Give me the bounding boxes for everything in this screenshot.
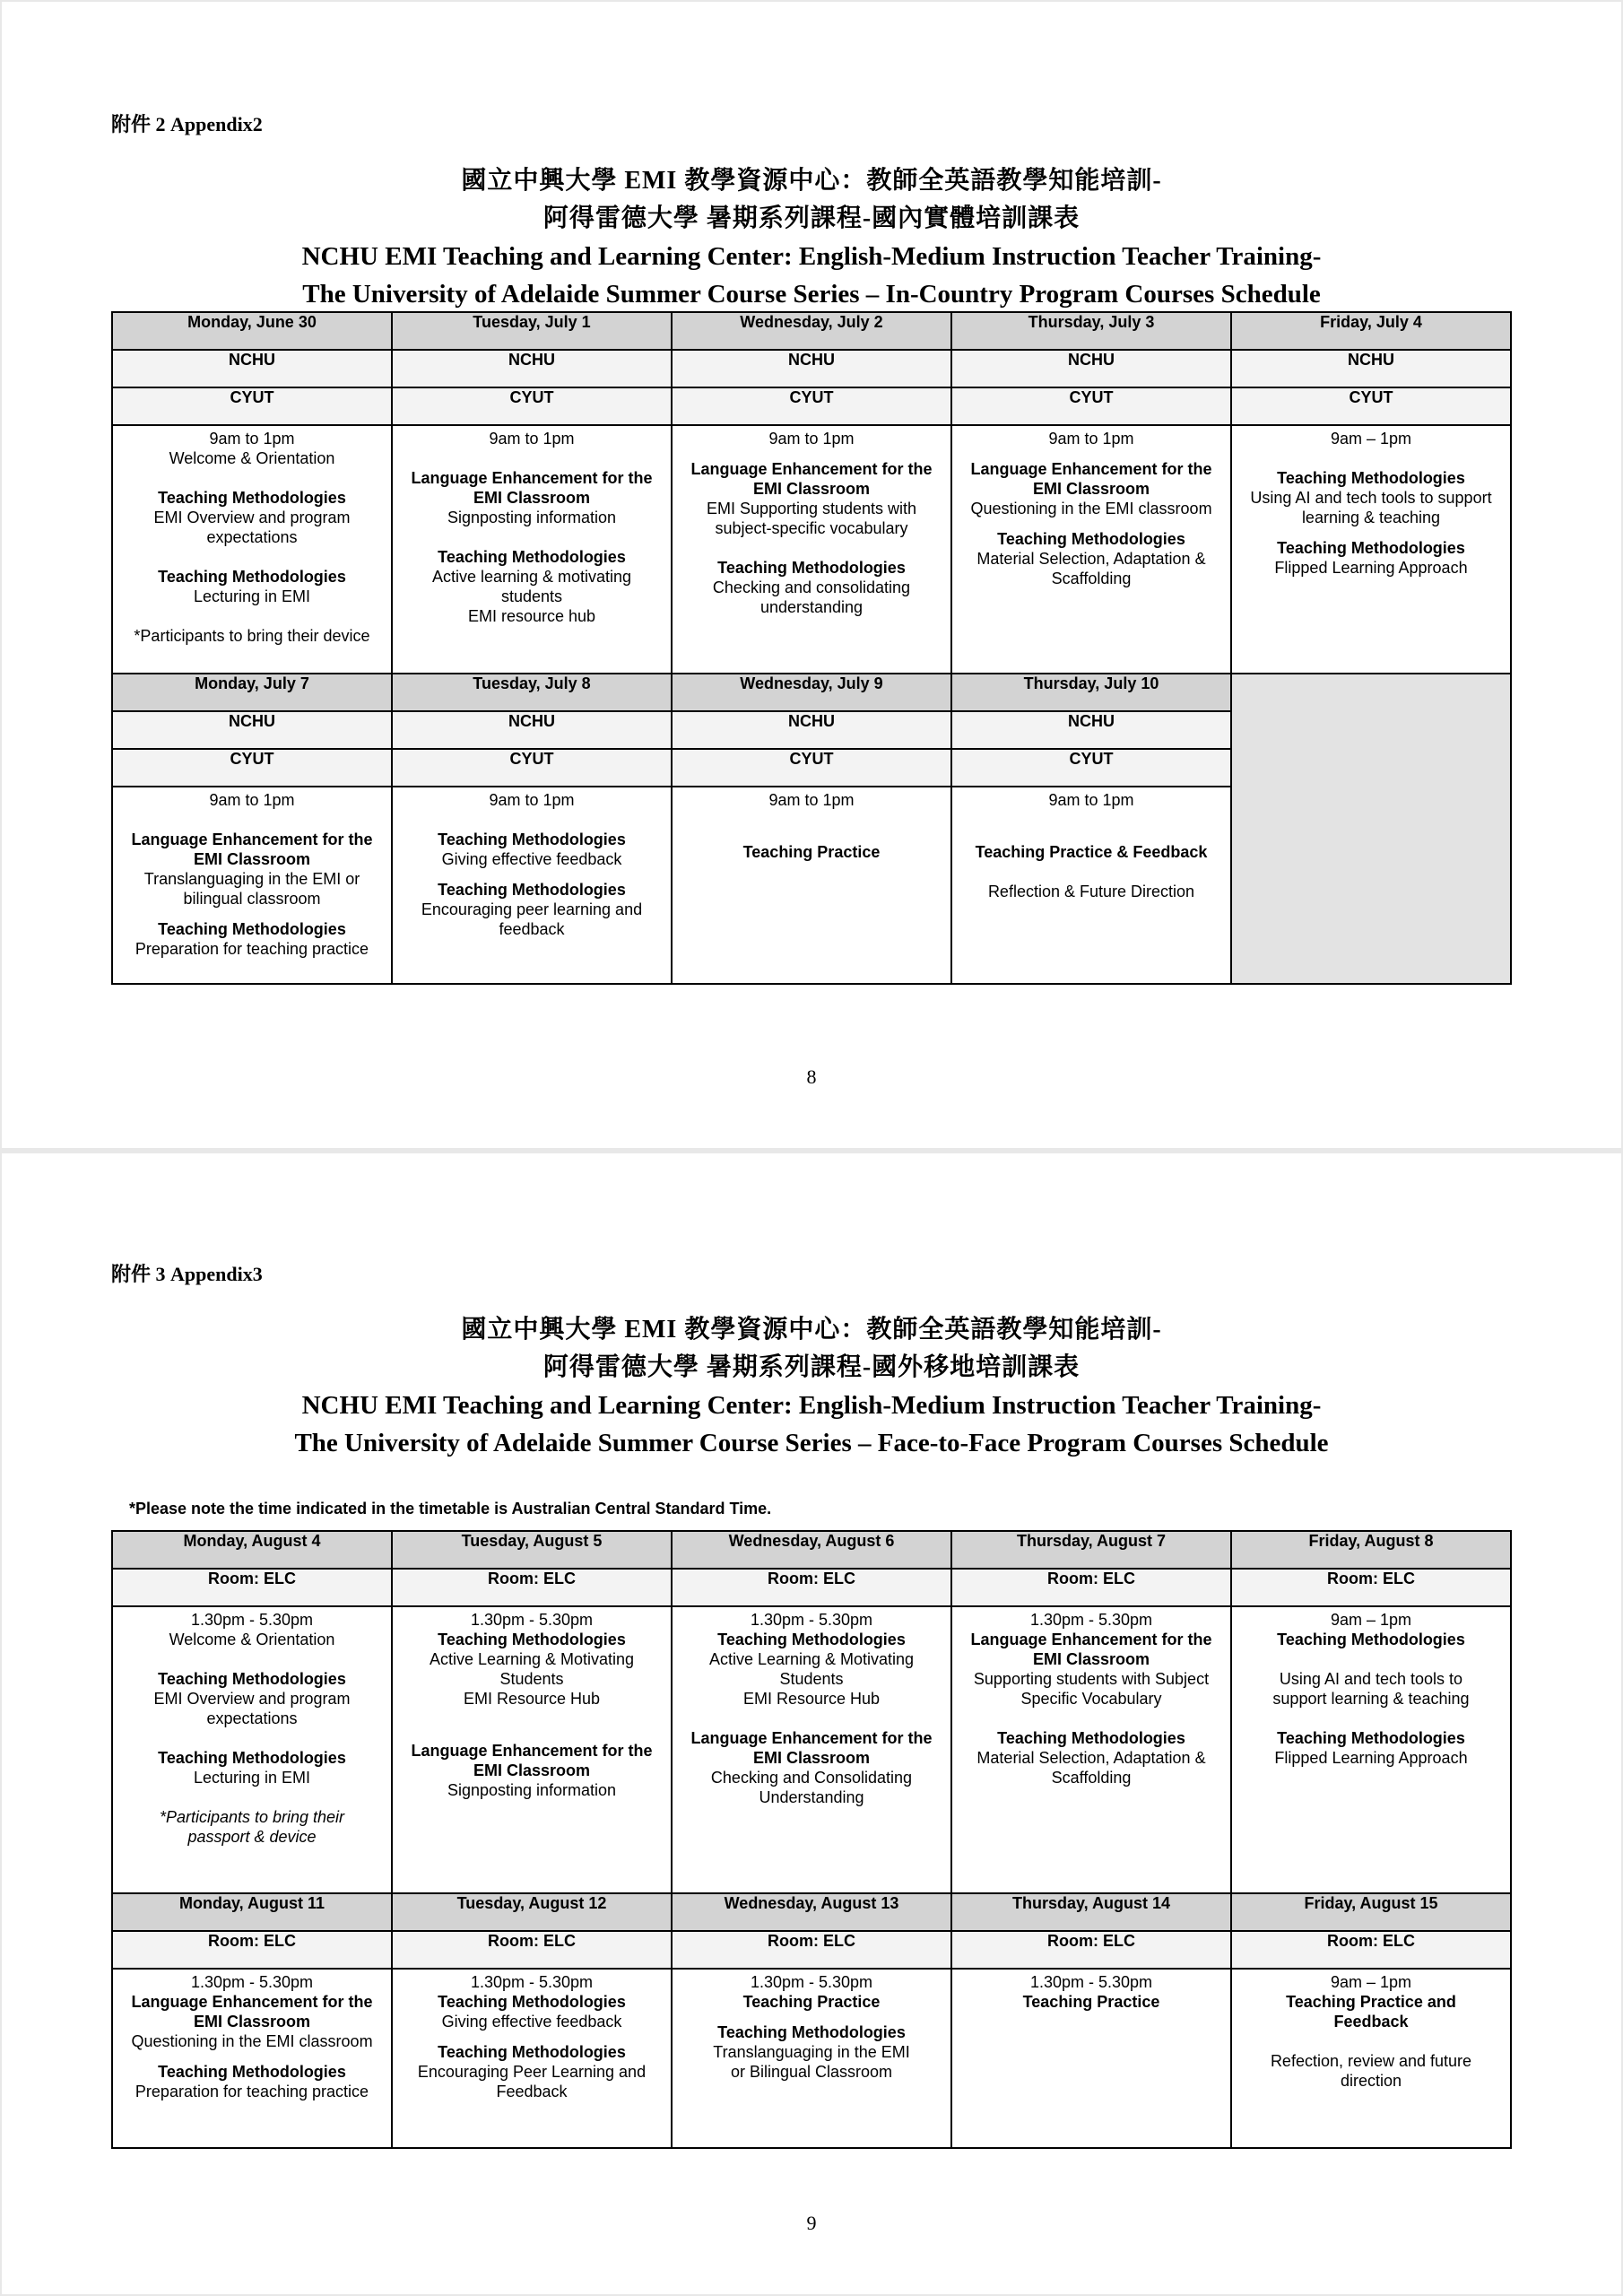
title-block <box>2 1311 1621 1462</box>
session-text: EMI Supporting students with subject-specific vocabulary <box>706 500 917 537</box>
location-cell: NCHU <box>112 350 392 387</box>
location-cell: NCHU <box>951 350 1231 387</box>
session-text: Welcome & Orientation <box>169 1631 335 1648</box>
day-header-row <box>112 312 1511 350</box>
day-header: Thursday, August 7 <box>951 1531 1231 1569</box>
session-heading: Teaching Methodologies <box>438 1993 626 2011</box>
day-header: Monday, June 30 <box>112 312 392 350</box>
session-time: 1.30pm - 5.30pm <box>470 1973 594 1991</box>
day-header: Friday, August 15 <box>1231 1893 1511 1931</box>
session-heading: Language Enhancement for the EMI Classroom <box>131 831 373 868</box>
session-text: Material Selection, Adaptation & Scaffolding <box>976 1749 1206 1787</box>
session-text: Checking and Consolidating Understanding <box>710 1769 913 1806</box>
location-cell: NCHU <box>672 350 951 387</box>
session-cell <box>112 787 392 984</box>
appendix-label: 附件 3 Appendix3 <box>111 1263 263 1285</box>
day-header: Thursday, August 14 <box>951 1893 1231 1931</box>
session-heading: Teaching Methodologies <box>438 881 626 899</box>
session-time: 9am to 1pm <box>768 791 855 809</box>
session-heading: Language Enhancement for the EMI Classroom <box>411 1742 653 1779</box>
room-cell: Room: ELC <box>951 1931 1231 1969</box>
location-cell: CYUT <box>112 749 392 787</box>
title-zh-line-2: 阿得雷德大學 暑期系列課程-國外移地培訓課表 <box>542 1353 1081 1381</box>
session-cell <box>951 1606 1231 1893</box>
session-time: 1.30pm - 5.30pm <box>750 1973 873 1991</box>
session-heading: Teaching Methodologies <box>158 568 346 586</box>
title-en-line-2: The University of Adelaide Summer Course Series – Face-to-Face Program Courses Schedule <box>294 1429 1329 1457</box>
room-cell: Room: ELC <box>1231 1931 1511 1969</box>
day-header: Tuesday, July 8 <box>392 674 672 711</box>
location-cell: NCHU <box>112 711 392 749</box>
title-en-line-1: NCHU EMI Teaching and Learning Center: English-Medium Instruction Teacher Training- <box>301 242 1322 271</box>
session-text: Checking and consolidating understanding <box>712 578 911 616</box>
location-cell: NCHU <box>392 350 672 387</box>
location-cell: CYUT <box>951 387 1231 425</box>
day-header: Friday, July 4 <box>1231 312 1511 350</box>
session-time: 9am to 1pm <box>1048 791 1134 809</box>
session-text: Signposting information <box>447 1781 617 1799</box>
session-text: Material Selection, Adaptation & Scaffolding <box>976 550 1206 587</box>
session-cell <box>951 425 1231 674</box>
room-row <box>112 1569 1511 1606</box>
session-cell <box>672 1969 951 2148</box>
session-heading: Language Enhancement for the EMI Classroom <box>411 469 653 507</box>
timezone-note: *Please note the time indicated in the timetable is Australian Central Standard Time. <box>129 1500 772 1518</box>
day-header: Monday, August 11 <box>112 1893 392 1931</box>
room-cell: Room: ELC <box>392 1569 672 1606</box>
session-heading: Language Enhancement for the EMI Classroom <box>131 1993 373 2031</box>
session-cell <box>672 1606 951 1893</box>
session-text: Translanguaging in the EMI or Bilingual Classroom <box>713 2043 910 2081</box>
session-text: Translanguaging in the EMI or bilingual classroom <box>143 870 360 908</box>
room-cell: Room: ELC <box>951 1569 1231 1606</box>
location-row <box>112 350 1511 387</box>
session-row <box>112 1969 1511 2148</box>
session-cell <box>392 1969 672 2148</box>
room-cell: Room: ELC <box>112 1569 392 1606</box>
location-cell: CYUT <box>392 387 672 425</box>
session-time: 9am to 1pm <box>1048 430 1134 448</box>
page-number: 9 <box>806 2212 817 2234</box>
session-text: Supporting students with Subject Specific Vocabulary <box>973 1670 1210 1708</box>
location-cell: CYUT <box>112 387 392 425</box>
session-cell <box>1231 425 1511 674</box>
location-cell: NCHU <box>672 711 951 749</box>
session-text: Questioning in the EMI classroom <box>970 500 1212 517</box>
day-header: Wednesday, July 9 <box>672 674 951 711</box>
session-heading: Language Enhancement for the EMI Classroom <box>970 1631 1212 1668</box>
day-header-row <box>112 674 1511 711</box>
session-cell <box>112 1969 392 2148</box>
session-time: 9am to 1pm <box>489 791 575 809</box>
session-heading: Language Enhancement for the EMI Classroom <box>970 460 1212 498</box>
day-header: Monday, August 4 <box>112 1531 392 1569</box>
session-text: Refection, review and future direction <box>1270 2052 1472 2090</box>
session-text: Preparation for teaching practice <box>135 2083 369 2100</box>
day-header: Friday, August 8 <box>1231 1531 1511 1569</box>
session-note: *Participants to bring their device <box>134 627 370 645</box>
session-heading: Teaching Methodologies <box>438 1631 626 1648</box>
room-cell: Room: ELC <box>672 1569 951 1606</box>
session-cell <box>951 1969 1231 2148</box>
day-header: Thursday, July 3 <box>951 312 1231 350</box>
session-text: Using AI and tech tools to support learning & teaching <box>1272 1670 1470 1708</box>
session-heading: Teaching Methodologies <box>1277 539 1465 557</box>
session-heading: Teaching Methodologies <box>158 1749 346 1767</box>
session-heading: Teaching Methodologies <box>158 1670 346 1688</box>
session-row <box>112 425 1511 674</box>
session-heading: Teaching Methodologies <box>438 2043 626 2061</box>
day-header: Tuesday, August 5 <box>392 1531 672 1569</box>
room-cell: Room: ELC <box>672 1931 951 1969</box>
day-header: Tuesday, July 1 <box>392 312 672 350</box>
session-heading: Language Enhancement for the EMI Classroom <box>690 1729 933 1767</box>
location-cell: CYUT <box>672 749 951 787</box>
session-cell <box>672 425 951 674</box>
session-time: 1.30pm - 5.30pm <box>750 1611 873 1629</box>
day-header: Wednesday, August 13 <box>672 1893 951 1931</box>
page-number: 8 <box>806 1065 817 1088</box>
session-text: EMI Overview and program expectations <box>153 1690 351 1727</box>
room-cell: Room: ELC <box>112 1931 392 1969</box>
session-text: EMI Resource Hub <box>463 1690 601 1708</box>
session-heading: Teaching Methodologies <box>997 530 1185 548</box>
session-text: Welcome & Orientation <box>169 449 335 467</box>
session-text: Active Learning & Motivating Students <box>708 1650 915 1688</box>
title-zh-line-1: 國立中興大學 EMI 教學資源中心：教師全英語教學知能培訓- <box>461 1316 1162 1344</box>
session-cell <box>112 425 392 674</box>
session-heading: Teaching Methodologies <box>1277 469 1465 487</box>
session-text: Flipped Learning Approach <box>1274 1749 1468 1767</box>
session-heading: Teaching Practice & Feedback <box>975 843 1208 861</box>
session-text: Giving effective feedback <box>441 850 622 868</box>
session-cell <box>392 1606 672 1893</box>
session-time: 1.30pm - 5.30pm <box>470 1611 594 1629</box>
session-text: Questioning in the EMI classroom <box>131 2032 373 2050</box>
day-header: Tuesday, August 12 <box>392 1893 672 1931</box>
session-cell <box>392 425 672 674</box>
day-header: Wednesday, July 2 <box>672 312 951 350</box>
location-cell: CYUT <box>951 749 1231 787</box>
session-heading: Teaching Methodologies <box>1277 1631 1465 1648</box>
session-row <box>112 1606 1511 1893</box>
session-text: Preparation for teaching practice <box>135 940 369 958</box>
title-zh-line-1: 國立中興大學 EMI 教學資源中心：教師全英語教學知能培訓- <box>461 167 1162 195</box>
session-heading: Teaching Practice <box>742 843 881 861</box>
session-heading: Language Enhancement for the EMI Classroom <box>690 460 933 498</box>
day-header: Wednesday, August 6 <box>672 1531 951 1569</box>
day-header-row <box>112 1893 1511 1931</box>
day-header: Thursday, July 10 <box>951 674 1231 711</box>
room-row <box>112 1931 1511 1969</box>
session-cell <box>392 787 672 984</box>
session-cell <box>1231 1606 1511 1893</box>
session-cell <box>672 787 951 984</box>
session-time: 9am to 1pm <box>209 430 295 448</box>
title-block <box>2 162 1621 313</box>
session-heading: Teaching Methodologies <box>158 489 346 507</box>
document-page-8 <box>2 2 1621 1148</box>
location-cell: CYUT <box>672 387 951 425</box>
session-text: Signposting information <box>447 509 617 526</box>
day-header: Monday, July 7 <box>112 674 392 711</box>
session-heading: Teaching Methodologies <box>158 2063 346 2081</box>
location-row <box>112 387 1511 425</box>
session-heading: Teaching Practice and Feedback <box>1286 1993 1456 2031</box>
room-cell: Room: ELC <box>1231 1569 1511 1606</box>
session-heading: Teaching Methodologies <box>438 548 626 566</box>
session-time: 9am – 1pm <box>1330 430 1412 448</box>
schedule-table-face-to-face <box>111 1530 1512 2149</box>
session-cell <box>1231 1969 1511 2148</box>
session-heading: Teaching Methodologies <box>438 831 626 848</box>
session-heading: Teaching Practice <box>742 1993 881 2011</box>
session-heading: Teaching Methodologies <box>1277 1729 1465 1747</box>
location-cell: CYUT <box>1231 387 1511 425</box>
session-heading: Teaching Methodologies <box>717 559 906 577</box>
session-text: Giving effective feedback <box>441 2013 622 2031</box>
title-zh-line-2: 阿得雷德大學 暑期系列課程-國內實體培訓課表 <box>542 204 1081 232</box>
session-time: 1.30pm - 5.30pm <box>190 1973 314 1991</box>
session-heading: Teaching Methodologies <box>997 1729 1185 1747</box>
session-time: 9am – 1pm <box>1330 1611 1412 1629</box>
schedule-table-in-country <box>111 311 1512 985</box>
room-cell: Room: ELC <box>392 1931 672 1969</box>
document-page-9 <box>2 1153 1621 2294</box>
session-text: EMI Resource Hub <box>742 1690 881 1708</box>
session-text: Encouraging peer learning and feedback <box>421 900 643 938</box>
session-heading: Teaching Practice <box>1022 1993 1160 2011</box>
day-header-row <box>112 1531 1511 1569</box>
session-cell <box>951 787 1231 984</box>
session-time: 9am – 1pm <box>1330 1973 1412 1991</box>
session-cell <box>112 1606 392 1893</box>
session-time: 9am to 1pm <box>209 791 295 809</box>
session-time: 1.30pm - 5.30pm <box>1029 1611 1153 1629</box>
session-text: Active learning & motivating students <box>431 568 632 605</box>
session-note: *Participants to bring their passport & device <box>159 1808 345 1846</box>
session-time: 9am to 1pm <box>489 430 575 448</box>
session-time: 1.30pm - 5.30pm <box>190 1611 314 1629</box>
session-time: 1.30pm - 5.30pm <box>1029 1973 1153 1991</box>
session-text: Active Learning & Motivating Students <box>429 1650 635 1688</box>
location-cell: NCHU <box>1231 350 1511 387</box>
session-text: EMI resource hub <box>467 607 596 625</box>
session-text: Reflection & Future Direction <box>987 883 1195 900</box>
empty-cell <box>1231 674 1511 984</box>
session-heading: Teaching Methodologies <box>717 1631 906 1648</box>
session-text: Flipped Learning Approach <box>1274 559 1468 577</box>
location-cell: NCHU <box>392 711 672 749</box>
title-en-line-1: NCHU EMI Teaching and Learning Center: English-Medium Instruction Teacher Training- <box>301 1391 1322 1420</box>
session-text: Encouraging Peer Learning and Feedback <box>417 2063 647 2100</box>
location-cell: CYUT <box>392 749 672 787</box>
session-heading: Teaching Methodologies <box>717 2023 906 2041</box>
session-text: Using AI and tech tools to support learning & teaching <box>1250 489 1492 526</box>
session-text: Lecturing in EMI <box>193 587 311 605</box>
session-text: Lecturing in EMI <box>193 1769 311 1787</box>
session-time: 9am to 1pm <box>768 430 855 448</box>
location-cell: NCHU <box>951 711 1231 749</box>
title-en-line-2: The University of Adelaide Summer Course Series – In-Country Program Courses Schedule <box>302 280 1321 309</box>
session-heading: Teaching Methodologies <box>158 920 346 938</box>
session-text: EMI Overview and program expectations <box>153 509 351 546</box>
appendix-label: 附件 2 Appendix2 <box>111 113 263 135</box>
